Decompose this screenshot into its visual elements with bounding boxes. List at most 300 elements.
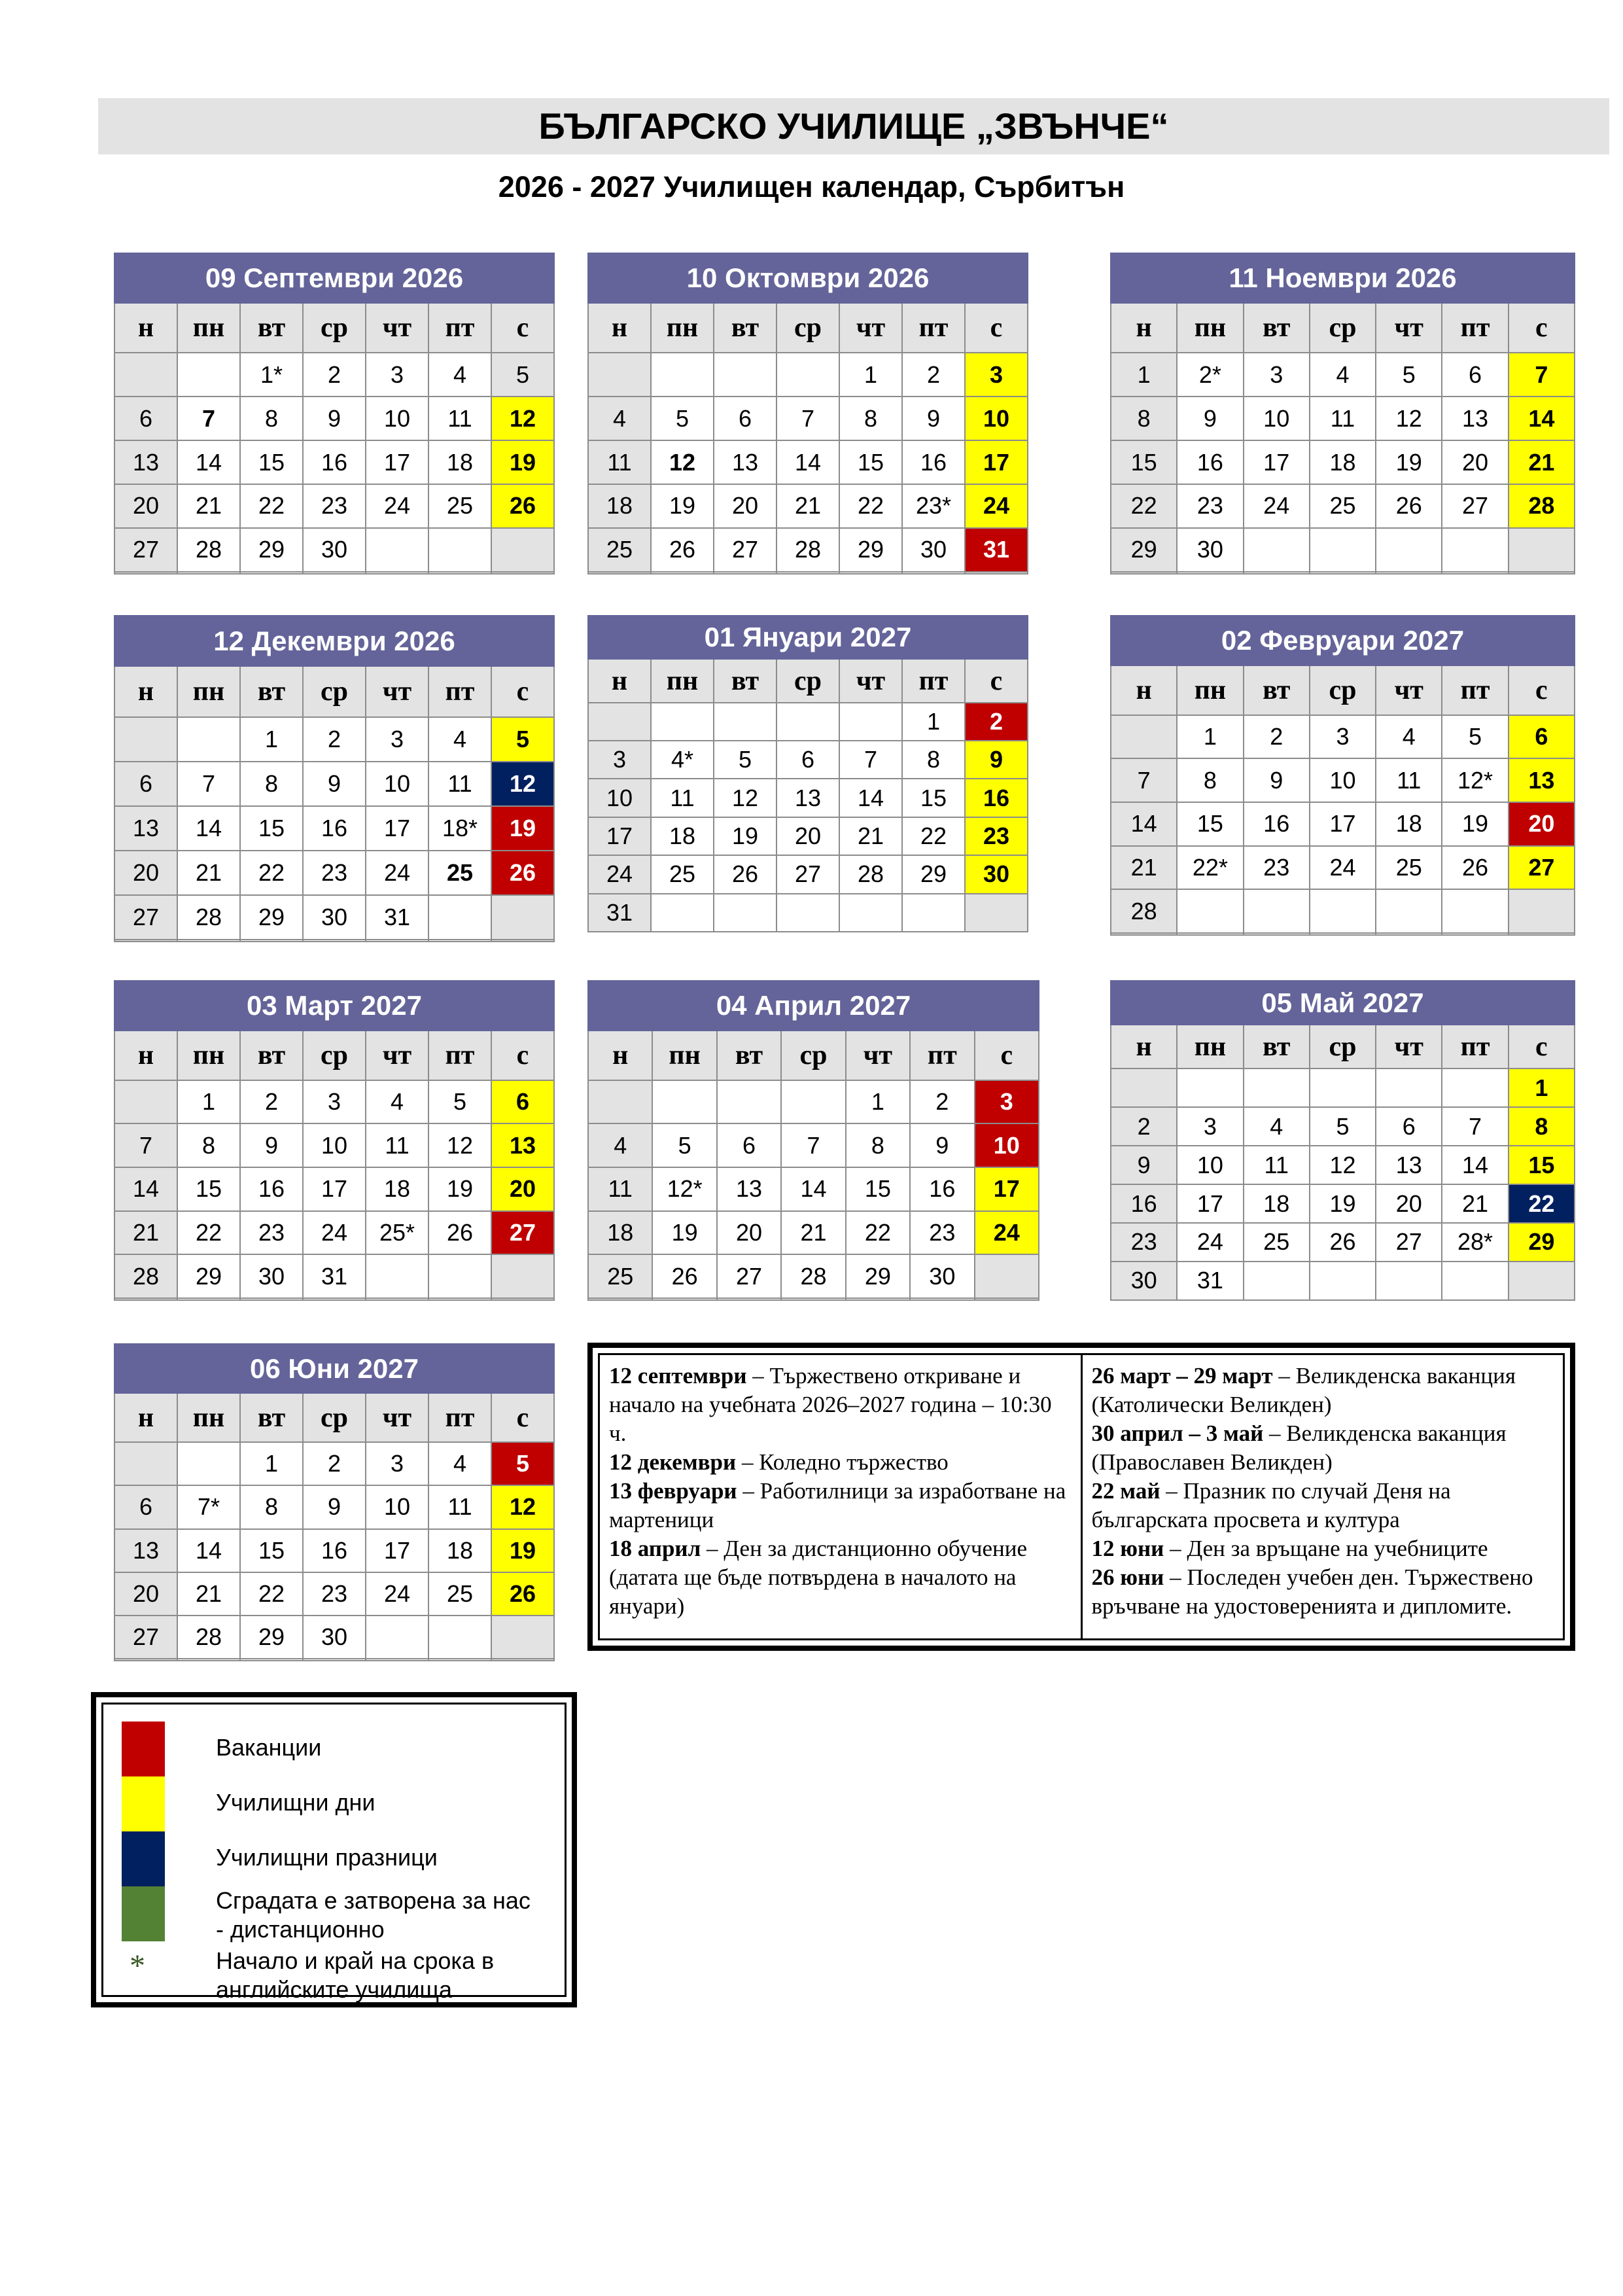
day-cell: 23 — [303, 1572, 366, 1616]
day-cell: 5 — [491, 1442, 554, 1485]
day-cell: 17 — [366, 1529, 428, 1572]
day-cell — [651, 703, 714, 741]
day-cell: 7 — [177, 397, 240, 440]
day-cell — [491, 572, 554, 574]
event-date: 13 февруари — [609, 1478, 737, 1504]
week-row — [1111, 1262, 1575, 1300]
day-cell: 15 — [1111, 440, 1177, 484]
day-cell: 8 — [240, 762, 303, 806]
day-cell: 20 — [491, 1167, 554, 1211]
day-cell: 26 — [491, 1572, 554, 1616]
legend-swatch-holidays — [122, 1831, 165, 1886]
day-cell: 9 — [1177, 397, 1243, 440]
day-cell: 6 — [1442, 353, 1508, 397]
event-item — [1092, 1362, 1554, 1419]
weekday-header: н — [114, 666, 177, 716]
week-row — [1111, 715, 1575, 759]
day-cell — [777, 703, 839, 741]
day-cell: 2 — [240, 1080, 303, 1124]
weekday-header: чт — [839, 659, 902, 702]
day-cell: 28 — [1111, 889, 1177, 933]
day-cell: 3 — [1244, 353, 1310, 397]
week-row — [1111, 933, 1575, 935]
day-cell: 25 — [428, 851, 491, 895]
week-row — [588, 440, 1028, 484]
week-row — [588, 703, 1028, 741]
month-table — [114, 615, 555, 942]
day-cell: 21 — [114, 1211, 177, 1255]
day-cell: 23* — [902, 484, 965, 528]
day-cell — [652, 1298, 716, 1300]
day-cell: 1* — [240, 353, 303, 397]
week-row — [114, 1211, 554, 1255]
week-row — [1111, 802, 1575, 846]
weekday-header: вт — [717, 1031, 781, 1080]
events-right-column — [1081, 1355, 1563, 1638]
day-cell: 3 — [366, 353, 428, 397]
day-cell: 26 — [1310, 1223, 1376, 1262]
day-cell: 26 — [1442, 846, 1508, 890]
event-text: – Коледно тържество — [736, 1449, 949, 1475]
day-cell: 16 — [965, 779, 1028, 817]
weekday-header: н — [1111, 303, 1177, 353]
month-table — [114, 1343, 555, 1661]
week-row — [114, 572, 554, 574]
legend-label-school-days: Училищни дни — [216, 1789, 375, 1816]
event-text: – Великденска ваканция (Православен Великден) — [1091, 1421, 1507, 1475]
week-row — [588, 779, 1028, 817]
day-cell: 21 — [177, 851, 240, 895]
day-cell: 1 — [1111, 353, 1177, 397]
week-row — [114, 895, 554, 940]
week-row — [114, 353, 554, 397]
day-cell: 30 — [303, 1616, 366, 1659]
week-row — [114, 1167, 554, 1211]
day-cell: 19 — [428, 1167, 491, 1211]
day-cell — [366, 1298, 428, 1300]
day-cell: 22 — [1111, 484, 1177, 528]
page-title: БЪЛГАРСКО УЧИЛИЩЕ „ЗВЪНЧЕ“ — [98, 98, 1609, 154]
day-cell — [177, 353, 240, 397]
day-cell — [428, 1659, 491, 1661]
legend-label-holidays: Училищни празници — [216, 1844, 438, 1871]
weekday-header: с — [1509, 1025, 1575, 1069]
day-cell: 27 — [717, 1254, 781, 1298]
weekday-header: вт — [240, 1031, 303, 1080]
event-text: – Работилници за изработване на мартеници — [609, 1478, 1066, 1532]
day-cell: 8 — [1177, 758, 1243, 802]
day-cell — [714, 894, 777, 932]
weekday-header: пт — [1442, 1025, 1508, 1069]
day-cell: 13 — [777, 779, 839, 817]
day-cell: 30 — [902, 528, 965, 572]
day-cell: 25 — [428, 484, 491, 528]
day-cell: 12 — [651, 440, 714, 484]
day-cell: 8 — [240, 397, 303, 440]
day-cell: 5 — [1310, 1107, 1376, 1146]
week-row — [588, 855, 1028, 893]
weekday-header: ср — [777, 659, 839, 702]
day-cell — [491, 1298, 554, 1300]
day-cell: 27 — [1442, 484, 1508, 528]
day-cell — [491, 1659, 554, 1661]
day-cell: 27 — [114, 895, 177, 940]
event-text: – Великденска ваканция (Католически Великден) — [1091, 1363, 1516, 1417]
day-cell — [714, 572, 777, 574]
weekday-header: вт — [1244, 665, 1310, 715]
day-cell: 6 — [114, 1485, 177, 1528]
day-cell: 25 — [428, 1572, 491, 1616]
week-row — [588, 817, 1028, 855]
weekday-header: пн — [1177, 1025, 1243, 1069]
day-cell — [1177, 572, 1243, 574]
week-row — [588, 1211, 1039, 1255]
weekday-header: пт — [428, 666, 491, 716]
day-cell: 1 — [1177, 715, 1243, 759]
weekday-header: вт — [714, 303, 777, 353]
day-cell — [366, 940, 428, 942]
day-cell: 2 — [303, 353, 366, 397]
week-row — [1111, 484, 1575, 528]
day-cell: 16 — [1244, 802, 1310, 846]
day-cell — [1442, 1069, 1508, 1107]
day-cell: 16 — [902, 440, 965, 484]
month-table — [1110, 980, 1575, 1301]
day-cell: 18 — [588, 1211, 652, 1255]
day-cell — [777, 894, 839, 932]
day-cell: 26 — [491, 484, 554, 528]
day-cell: 16 — [910, 1167, 974, 1211]
day-cell: 2 — [1111, 1107, 1177, 1146]
weekday-header: н — [588, 659, 651, 702]
month-title: 11 Ноември 2026 — [1111, 253, 1575, 303]
month-table — [587, 615, 1028, 932]
day-cell: 3 — [366, 1442, 428, 1485]
day-cell: 18 — [588, 484, 651, 528]
weekday-header: ср — [781, 1031, 845, 1080]
day-cell: 13 — [114, 440, 177, 484]
event-text: – Последен учебен ден. Тържествено връчване на удостоверенията и дипломите. — [1091, 1564, 1533, 1619]
day-cell: 29 — [902, 855, 965, 893]
day-cell — [1177, 889, 1243, 933]
weekday-header: пт — [428, 1031, 491, 1080]
day-cell — [1111, 572, 1177, 574]
day-cell — [1244, 1262, 1310, 1300]
day-cell — [1111, 1069, 1177, 1107]
day-cell: 27 — [714, 528, 777, 572]
weekday-header: с — [1509, 303, 1575, 353]
day-cell: 7 — [839, 741, 902, 779]
day-cell — [1376, 1262, 1442, 1300]
day-cell: 21 — [177, 1572, 240, 1616]
weekday-header: ср — [1310, 303, 1376, 353]
day-cell: 30 — [965, 855, 1028, 893]
week-row — [114, 806, 554, 851]
day-cell — [1376, 933, 1442, 935]
day-cell: 25 — [1244, 1223, 1310, 1262]
weekday-header: н — [114, 303, 177, 353]
day-cell: 12* — [1442, 758, 1508, 802]
day-cell: 29 — [1111, 528, 1177, 572]
day-cell: 5 — [491, 717, 554, 762]
day-cell: 16 — [303, 1529, 366, 1572]
weekday-header: с — [491, 666, 554, 716]
day-cell: 8 — [839, 397, 902, 440]
weekday-header: пт — [902, 659, 965, 702]
day-cell: 10 — [975, 1123, 1039, 1167]
month-calendar — [114, 253, 555, 574]
week-row — [114, 528, 554, 572]
week-row — [1111, 846, 1575, 890]
day-cell — [777, 572, 839, 574]
day-cell: 20 — [114, 484, 177, 528]
day-cell: 28 — [177, 528, 240, 572]
day-cell: 1 — [240, 1442, 303, 1485]
day-cell: 13 — [491, 1123, 554, 1167]
day-cell: 26 — [652, 1254, 716, 1298]
day-cell: 24 — [975, 1211, 1039, 1255]
day-cell — [1376, 1069, 1442, 1107]
weekday-header: ср — [303, 303, 366, 353]
day-cell — [428, 528, 491, 572]
day-cell — [366, 1254, 428, 1298]
day-cell — [1177, 1069, 1243, 1107]
day-cell: 28 — [177, 895, 240, 940]
day-cell: 27 — [114, 528, 177, 572]
day-cell: 22 — [902, 817, 965, 855]
day-cell — [177, 572, 240, 574]
event-text: – Тържествено откриване и начало на учебната 2026–2027 година – 10:30 ч. — [609, 1363, 1052, 1446]
day-cell — [902, 572, 965, 574]
day-cell: 29 — [839, 528, 902, 572]
month-calendar — [114, 1343, 555, 1661]
day-cell — [651, 894, 714, 932]
weekday-header: вт — [714, 659, 777, 702]
weekday-header: н — [1111, 1025, 1177, 1069]
day-cell: 31 — [303, 1254, 366, 1298]
day-cell: 18* — [428, 806, 491, 851]
events-left-column — [600, 1355, 1081, 1638]
day-cell: 2 — [965, 703, 1028, 741]
day-cell: 12 — [491, 762, 554, 806]
day-cell — [651, 353, 714, 397]
day-cell — [1310, 528, 1376, 572]
day-cell: 23 — [965, 817, 1028, 855]
day-cell — [177, 1298, 240, 1300]
day-cell: 15 — [240, 1529, 303, 1572]
week-row — [1111, 397, 1575, 440]
day-cell: 13 — [714, 440, 777, 484]
event-date: 12 юни — [1091, 1536, 1164, 1561]
day-cell: 24 — [1310, 846, 1376, 890]
day-cell — [1244, 528, 1310, 572]
day-cell — [965, 894, 1028, 932]
weekday-header: н — [114, 1393, 177, 1442]
day-cell — [777, 353, 839, 397]
weekday-header: пн — [177, 1031, 240, 1080]
day-cell: 29 — [1509, 1223, 1575, 1262]
day-cell: 17 — [303, 1167, 366, 1211]
weekday-header: пт — [1442, 303, 1508, 353]
weekday-header: ср — [303, 1393, 366, 1442]
weekday-header: чт — [1376, 303, 1442, 353]
day-cell: 20 — [717, 1211, 781, 1255]
day-cell: 30 — [240, 1254, 303, 1298]
day-cell — [588, 572, 651, 574]
day-cell: 22 — [177, 1211, 240, 1255]
day-cell: 8 — [177, 1123, 240, 1167]
week-row — [1111, 1069, 1575, 1107]
day-cell — [1376, 528, 1442, 572]
day-cell: 9 — [902, 397, 965, 440]
week-row — [588, 528, 1028, 572]
day-cell — [428, 940, 491, 942]
weekday-header: пн — [1177, 665, 1243, 715]
day-cell: 8 — [1111, 397, 1177, 440]
day-cell: 20 — [1442, 440, 1508, 484]
day-cell: 23 — [1177, 484, 1243, 528]
weekday-header: с — [491, 1393, 554, 1442]
day-cell — [846, 1298, 910, 1300]
day-cell: 23 — [240, 1211, 303, 1255]
day-cell: 10 — [1244, 397, 1310, 440]
day-cell: 18 — [1310, 440, 1376, 484]
month-table — [1110, 615, 1575, 936]
day-cell: 11 — [366, 1123, 428, 1167]
legend-swatch-closed — [122, 1886, 165, 1941]
day-cell — [240, 940, 303, 942]
day-cell — [428, 1254, 491, 1298]
day-cell — [303, 1298, 366, 1300]
event-date: 26 юни — [1091, 1564, 1164, 1590]
day-cell — [366, 528, 428, 572]
week-row — [588, 572, 1028, 574]
day-cell: 7 — [114, 1123, 177, 1167]
day-cell: 27 — [1376, 1223, 1442, 1262]
week-row — [114, 1529, 554, 1572]
day-cell: 24 — [588, 855, 651, 893]
week-row — [588, 1080, 1039, 1124]
day-cell: 15 — [1177, 802, 1243, 846]
day-cell: 25 — [588, 1254, 652, 1298]
day-cell — [1509, 528, 1575, 572]
day-cell: 11 — [428, 1485, 491, 1528]
day-cell: 6 — [777, 741, 839, 779]
day-cell: 10 — [588, 779, 651, 817]
day-cell: 16 — [303, 806, 366, 851]
week-row — [114, 940, 554, 942]
day-cell — [114, 940, 177, 942]
day-cell: 6 — [1376, 1107, 1442, 1146]
day-cell — [717, 1298, 781, 1300]
day-cell: 28 — [114, 1254, 177, 1298]
day-cell: 1 — [846, 1080, 910, 1124]
day-cell: 12 — [491, 1485, 554, 1528]
week-row — [1111, 1184, 1575, 1223]
day-cell: 4 — [1244, 1107, 1310, 1146]
day-cell: 5 — [491, 353, 554, 397]
day-cell: 30 — [303, 895, 366, 940]
day-cell: 20 — [714, 484, 777, 528]
day-cell: 30 — [1111, 1262, 1177, 1300]
day-cell: 12 — [1310, 1146, 1376, 1184]
day-cell: 14 — [781, 1167, 845, 1211]
day-cell — [491, 1254, 554, 1298]
day-cell: 6 — [1509, 715, 1575, 759]
weekday-header: н — [588, 303, 651, 353]
day-cell: 30 — [1177, 528, 1243, 572]
day-cell: 19 — [491, 1529, 554, 1572]
day-cell — [1310, 1069, 1376, 1107]
event-date: 30 април – 3 май — [1091, 1421, 1264, 1446]
day-cell: 1 — [240, 717, 303, 762]
day-cell: 3 — [1310, 715, 1376, 759]
day-cell — [1442, 889, 1508, 933]
day-cell — [1111, 715, 1177, 759]
day-cell: 18 — [428, 440, 491, 484]
event-item — [609, 1362, 1072, 1448]
legend-label-vacation: Ваканции — [216, 1734, 322, 1761]
day-cell: 7 — [1111, 758, 1177, 802]
day-cell: 8 — [240, 1485, 303, 1528]
day-cell: 16 — [240, 1167, 303, 1211]
month-title: 06 Юни 2027 — [114, 1344, 554, 1393]
day-cell — [1310, 933, 1376, 935]
legend-star-icon: * — [130, 1949, 145, 1983]
day-cell: 9 — [240, 1123, 303, 1167]
weekday-header: н — [1111, 665, 1177, 715]
day-cell: 6 — [714, 397, 777, 440]
day-cell: 27 — [777, 855, 839, 893]
day-cell: 14 — [177, 440, 240, 484]
day-cell: 14 — [1111, 802, 1177, 846]
day-cell: 12 — [491, 397, 554, 440]
day-cell: 10 — [1177, 1146, 1243, 1184]
week-row — [588, 894, 1028, 932]
day-cell: 2 — [910, 1080, 974, 1124]
week-row — [1111, 1146, 1575, 1184]
weekday-header: пт — [910, 1031, 974, 1080]
day-cell — [428, 895, 491, 940]
day-cell: 31 — [588, 894, 651, 932]
day-cell — [588, 703, 651, 741]
day-cell: 25 — [588, 528, 651, 572]
week-row — [114, 762, 554, 806]
event-item — [609, 1534, 1072, 1621]
event-text: – Ден за връщане на учебниците — [1164, 1536, 1488, 1561]
month-calendar — [587, 980, 1039, 1301]
day-cell: 5 — [1376, 353, 1442, 397]
day-cell: 15 — [902, 779, 965, 817]
day-cell: 28* — [1442, 1223, 1508, 1262]
day-cell: 25 — [651, 855, 714, 893]
day-cell: 19 — [1376, 440, 1442, 484]
day-cell — [1310, 1262, 1376, 1300]
day-cell: 21 — [1111, 846, 1177, 890]
day-cell — [303, 1659, 366, 1661]
day-cell: 13 — [1442, 397, 1508, 440]
day-cell: 2 — [1244, 715, 1310, 759]
weekday-header: чт — [1376, 665, 1442, 715]
weekday-header: ср — [303, 1031, 366, 1080]
day-cell: 24 — [366, 851, 428, 895]
day-cell: 3 — [975, 1080, 1039, 1124]
day-cell: 4 — [588, 1123, 652, 1167]
day-cell: 9 — [303, 1485, 366, 1528]
day-cell: 11 — [651, 779, 714, 817]
day-cell: 5 — [1442, 715, 1508, 759]
weekday-header: ср — [1310, 665, 1376, 715]
